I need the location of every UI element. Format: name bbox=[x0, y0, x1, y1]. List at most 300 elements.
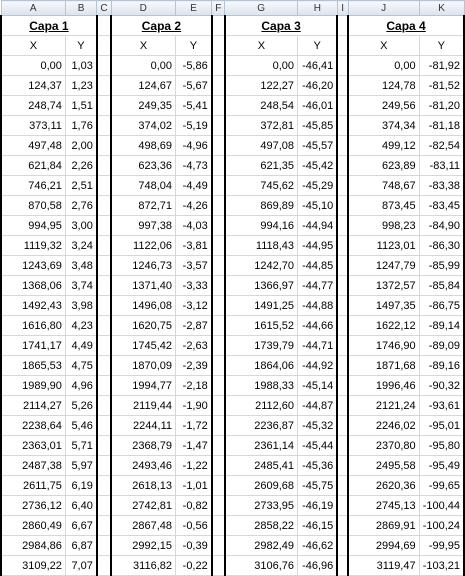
y-value-cell[interactable]: 5,97 bbox=[65, 456, 96, 476]
y-value-cell[interactable]: -0,22 bbox=[176, 556, 212, 576]
separator-cell[interactable] bbox=[97, 456, 111, 476]
x-value-cell[interactable]: 1989,90 bbox=[1, 376, 65, 396]
y-value-cell[interactable]: 5,46 bbox=[65, 416, 96, 436]
x-value-cell[interactable]: 3109,22 bbox=[1, 556, 65, 576]
x-header-cell[interactable]: X bbox=[225, 36, 298, 56]
y-value-cell[interactable]: -4,73 bbox=[176, 156, 212, 176]
separator-cell[interactable] bbox=[212, 256, 225, 276]
y-value-cell[interactable]: 3,00 bbox=[65, 216, 96, 236]
y-value-cell[interactable]: -3,12 bbox=[176, 296, 212, 316]
x-header-cell[interactable]: X bbox=[1, 36, 65, 56]
separator-cell[interactable] bbox=[97, 196, 111, 216]
x-value-cell[interactable]: 1368,06 bbox=[1, 276, 65, 296]
x-value-cell[interactable]: 1739,79 bbox=[225, 336, 298, 356]
x-header-cell[interactable]: X bbox=[111, 36, 175, 56]
column-header-9[interactable]: I bbox=[337, 1, 348, 16]
x-value-cell[interactable]: 745,62 bbox=[225, 176, 298, 196]
x-value-cell[interactable]: 249,56 bbox=[348, 96, 419, 116]
x-value-cell[interactable]: 1616,80 bbox=[1, 316, 65, 336]
x-value-cell[interactable]: 870,58 bbox=[1, 196, 65, 216]
separator-cell[interactable] bbox=[97, 116, 111, 136]
y-value-cell[interactable]: -45,10 bbox=[298, 196, 338, 216]
column-header-4[interactable]: D bbox=[111, 1, 175, 16]
separator-cell[interactable] bbox=[337, 536, 348, 556]
y-value-cell[interactable]: -44,95 bbox=[298, 236, 338, 256]
y-value-cell[interactable]: -83,45 bbox=[419, 196, 464, 216]
x-value-cell[interactable]: 373,11 bbox=[1, 116, 65, 136]
y-value-cell[interactable]: -85,84 bbox=[419, 276, 464, 296]
separator-cell[interactable] bbox=[212, 336, 225, 356]
separator-cell[interactable] bbox=[212, 76, 225, 96]
column-header-6[interactable]: F bbox=[212, 1, 225, 16]
separator-cell[interactable] bbox=[337, 556, 348, 576]
y-value-cell[interactable]: -81,18 bbox=[419, 116, 464, 136]
x-value-cell[interactable]: 1622,12 bbox=[348, 316, 419, 336]
x-value-cell[interactable]: 2733,95 bbox=[225, 496, 298, 516]
x-value-cell[interactable]: 2736,12 bbox=[1, 496, 65, 516]
x-value-cell[interactable]: 2984,86 bbox=[1, 536, 65, 556]
separator-cell[interactable] bbox=[337, 436, 348, 456]
y-value-cell[interactable]: -89,09 bbox=[419, 336, 464, 356]
y-header-cell[interactable]: Y bbox=[65, 36, 96, 56]
y-value-cell[interactable]: -85,99 bbox=[419, 256, 464, 276]
x-value-cell[interactable]: 2112,60 bbox=[225, 396, 298, 416]
x-value-cell[interactable]: 2609,68 bbox=[225, 476, 298, 496]
x-value-cell[interactable]: 122,27 bbox=[225, 76, 298, 96]
x-value-cell[interactable]: 2368,79 bbox=[111, 436, 175, 456]
y-value-cell[interactable]: -45,14 bbox=[298, 376, 338, 396]
y-value-cell[interactable]: -1,22 bbox=[176, 456, 212, 476]
x-value-cell[interactable]: 124,37 bbox=[1, 76, 65, 96]
x-value-cell[interactable]: 2618,13 bbox=[111, 476, 175, 496]
y-value-cell[interactable]: -45,57 bbox=[298, 136, 338, 156]
y-value-cell[interactable]: -81,92 bbox=[419, 56, 464, 76]
y-value-cell[interactable]: -83,38 bbox=[419, 176, 464, 196]
y-value-cell[interactable]: -45,44 bbox=[298, 436, 338, 456]
y-value-cell[interactable]: -86,30 bbox=[419, 236, 464, 256]
column-header-10[interactable]: J bbox=[348, 1, 419, 16]
x-value-cell[interactable]: 2119,44 bbox=[111, 396, 175, 416]
separator-cell[interactable] bbox=[337, 476, 348, 496]
column-header-1[interactable]: A bbox=[1, 1, 65, 16]
y-value-cell[interactable]: -95,80 bbox=[419, 436, 464, 456]
separator-cell[interactable] bbox=[337, 516, 348, 536]
y-value-cell[interactable]: -3,33 bbox=[176, 276, 212, 296]
y-value-cell[interactable]: -86,75 bbox=[419, 296, 464, 316]
separator-cell[interactable] bbox=[212, 476, 225, 496]
separator-cell[interactable] bbox=[212, 136, 225, 156]
x-value-cell[interactable]: 1746,90 bbox=[348, 336, 419, 356]
x-value-cell[interactable]: 1371,40 bbox=[111, 276, 175, 296]
x-value-cell[interactable]: 2994,69 bbox=[348, 536, 419, 556]
separator-cell[interactable] bbox=[97, 76, 111, 96]
separator-cell[interactable] bbox=[337, 56, 348, 76]
x-value-cell[interactable]: 2361,14 bbox=[225, 436, 298, 456]
x-value-cell[interactable]: 248,54 bbox=[225, 96, 298, 116]
x-value-cell[interactable]: 1243,69 bbox=[1, 256, 65, 276]
x-value-cell[interactable]: 1994,77 bbox=[111, 376, 175, 396]
x-value-cell[interactable]: 1871,68 bbox=[348, 356, 419, 376]
x-value-cell[interactable]: 1366,97 bbox=[225, 276, 298, 296]
separator-cell[interactable] bbox=[97, 536, 111, 556]
separator-cell[interactable] bbox=[337, 376, 348, 396]
separator-cell[interactable] bbox=[97, 236, 111, 256]
x-value-cell[interactable]: 2742,81 bbox=[111, 496, 175, 516]
separator-cell[interactable] bbox=[97, 56, 111, 76]
separator-cell[interactable] bbox=[212, 276, 225, 296]
separator-cell[interactable] bbox=[212, 396, 225, 416]
separator-cell[interactable] bbox=[212, 316, 225, 336]
y-value-cell[interactable]: -3,81 bbox=[176, 236, 212, 256]
y-value-cell[interactable]: -95,01 bbox=[419, 416, 464, 436]
separator-cell[interactable] bbox=[212, 536, 225, 556]
y-value-cell[interactable]: 6,87 bbox=[65, 536, 96, 556]
y-value-cell[interactable]: -4,03 bbox=[176, 216, 212, 236]
x-value-cell[interactable]: 2860,49 bbox=[1, 516, 65, 536]
x-value-cell[interactable]: 623,89 bbox=[348, 156, 419, 176]
y-value-cell[interactable]: -2,63 bbox=[176, 336, 212, 356]
y-value-cell[interactable]: -46,20 bbox=[298, 76, 338, 96]
x-value-cell[interactable]: 498,69 bbox=[111, 136, 175, 156]
y-value-cell[interactable]: -90,32 bbox=[419, 376, 464, 396]
y-value-cell[interactable]: 3,24 bbox=[65, 236, 96, 256]
y-header-cell[interactable]: Y bbox=[419, 36, 464, 56]
y-value-cell[interactable]: -99,65 bbox=[419, 476, 464, 496]
y-value-cell[interactable]: -44,71 bbox=[298, 336, 338, 356]
separator-cell[interactable] bbox=[337, 256, 348, 276]
y-value-cell[interactable]: -84,90 bbox=[419, 216, 464, 236]
y-header-cell[interactable]: Y bbox=[298, 36, 338, 56]
y-value-cell[interactable]: -0,39 bbox=[176, 536, 212, 556]
separator-cell[interactable] bbox=[337, 216, 348, 236]
separator-cell[interactable] bbox=[97, 316, 111, 336]
y-value-cell[interactable]: -46,15 bbox=[298, 516, 338, 536]
x-value-cell[interactable]: 2858,22 bbox=[225, 516, 298, 536]
x-value-cell[interactable]: 1119,32 bbox=[1, 236, 65, 256]
y-value-cell[interactable]: 2,26 bbox=[65, 156, 96, 176]
y-value-cell[interactable]: -44,77 bbox=[298, 276, 338, 296]
x-value-cell[interactable]: 1988,33 bbox=[225, 376, 298, 396]
y-value-cell[interactable]: 2,51 bbox=[65, 176, 96, 196]
x-value-cell[interactable]: 873,45 bbox=[348, 196, 419, 216]
x-value-cell[interactable]: 2620,36 bbox=[348, 476, 419, 496]
separator-cell[interactable] bbox=[97, 96, 111, 116]
x-value-cell[interactable]: 994,95 bbox=[1, 216, 65, 236]
x-value-cell[interactable]: 497,08 bbox=[225, 136, 298, 156]
separator-cell[interactable] bbox=[97, 16, 111, 36]
x-value-cell[interactable]: 0,00 bbox=[225, 56, 298, 76]
y-value-cell[interactable]: -45,32 bbox=[298, 416, 338, 436]
capa-title[interactable]: Capa 2 bbox=[111, 16, 212, 36]
separator-cell[interactable] bbox=[97, 356, 111, 376]
y-value-cell[interactable]: -2,39 bbox=[176, 356, 212, 376]
separator-cell[interactable] bbox=[212, 196, 225, 216]
y-value-cell[interactable]: -100,44 bbox=[419, 496, 464, 516]
x-value-cell[interactable]: 124,78 bbox=[348, 76, 419, 96]
x-value-cell[interactable]: 1745,42 bbox=[111, 336, 175, 356]
separator-cell[interactable] bbox=[212, 36, 225, 56]
y-value-cell[interactable]: 6,19 bbox=[65, 476, 96, 496]
separator-cell[interactable] bbox=[337, 16, 348, 36]
separator-cell[interactable] bbox=[212, 516, 225, 536]
separator-cell[interactable] bbox=[212, 96, 225, 116]
separator-cell[interactable] bbox=[337, 196, 348, 216]
separator-cell[interactable] bbox=[97, 376, 111, 396]
y-value-cell[interactable]: -45,85 bbox=[298, 116, 338, 136]
column-header-8[interactable]: H bbox=[298, 1, 338, 16]
y-value-cell[interactable]: -1,72 bbox=[176, 416, 212, 436]
y-value-cell[interactable]: -45,42 bbox=[298, 156, 338, 176]
y-value-cell[interactable]: -44,92 bbox=[298, 356, 338, 376]
x-value-cell[interactable]: 3106,76 bbox=[225, 556, 298, 576]
y-value-cell[interactable]: -46,96 bbox=[298, 556, 338, 576]
x-value-cell[interactable]: 2992,15 bbox=[111, 536, 175, 556]
x-value-cell[interactable]: 1492,43 bbox=[1, 296, 65, 316]
x-value-cell[interactable]: 748,04 bbox=[111, 176, 175, 196]
x-value-cell[interactable]: 2246,02 bbox=[348, 416, 419, 436]
separator-cell[interactable] bbox=[97, 396, 111, 416]
y-value-cell[interactable]: 4,75 bbox=[65, 356, 96, 376]
separator-cell[interactable] bbox=[337, 496, 348, 516]
y-value-cell[interactable]: 5,26 bbox=[65, 396, 96, 416]
x-value-cell[interactable]: 124,67 bbox=[111, 76, 175, 96]
separator-cell[interactable] bbox=[212, 216, 225, 236]
y-value-cell[interactable]: -0,82 bbox=[176, 496, 212, 516]
y-value-cell[interactable]: -46,19 bbox=[298, 496, 338, 516]
y-value-cell[interactable]: -95,49 bbox=[419, 456, 464, 476]
y-value-cell[interactable]: -45,29 bbox=[298, 176, 338, 196]
capa-title[interactable]: Capa 1 bbox=[1, 16, 97, 36]
separator-cell[interactable] bbox=[212, 156, 225, 176]
x-value-cell[interactable]: 374,34 bbox=[348, 116, 419, 136]
x-value-cell[interactable]: 249,35 bbox=[111, 96, 175, 116]
x-value-cell[interactable]: 2745,13 bbox=[348, 496, 419, 516]
y-value-cell[interactable]: -44,87 bbox=[298, 396, 338, 416]
column-header-7[interactable]: G bbox=[225, 1, 298, 16]
separator-cell[interactable] bbox=[97, 36, 111, 56]
x-value-cell[interactable]: 2114,27 bbox=[1, 396, 65, 416]
x-value-cell[interactable]: 0,00 bbox=[111, 56, 175, 76]
y-value-cell[interactable]: -89,14 bbox=[419, 316, 464, 336]
x-value-cell[interactable]: 0,00 bbox=[348, 56, 419, 76]
separator-cell[interactable] bbox=[337, 136, 348, 156]
x-value-cell[interactable]: 497,48 bbox=[1, 136, 65, 156]
y-value-cell[interactable]: -2,18 bbox=[176, 376, 212, 396]
y-value-cell[interactable]: -46,41 bbox=[298, 56, 338, 76]
y-value-cell[interactable]: -4,49 bbox=[176, 176, 212, 196]
y-value-cell[interactable]: -44,88 bbox=[298, 296, 338, 316]
x-value-cell[interactable]: 998,23 bbox=[348, 216, 419, 236]
y-value-cell[interactable]: -89,16 bbox=[419, 356, 464, 376]
y-value-cell[interactable]: -4,26 bbox=[176, 196, 212, 216]
separator-cell[interactable] bbox=[97, 216, 111, 236]
x-value-cell[interactable]: 372,81 bbox=[225, 116, 298, 136]
x-value-cell[interactable]: 1741,17 bbox=[1, 336, 65, 356]
separator-cell[interactable] bbox=[97, 156, 111, 176]
y-value-cell[interactable]: -103,21 bbox=[419, 556, 464, 576]
y-value-cell[interactable]: -5,41 bbox=[176, 96, 212, 116]
column-header-2[interactable]: B bbox=[65, 1, 96, 16]
y-value-cell[interactable]: -81,20 bbox=[419, 96, 464, 116]
column-header-3[interactable]: C bbox=[97, 1, 111, 16]
y-value-cell[interactable]: -83,11 bbox=[419, 156, 464, 176]
separator-cell[interactable] bbox=[337, 96, 348, 116]
y-value-cell[interactable]: -44,94 bbox=[298, 216, 338, 236]
y-value-cell[interactable]: -4,96 bbox=[176, 136, 212, 156]
x-value-cell[interactable]: 1122,06 bbox=[111, 236, 175, 256]
y-value-cell[interactable]: -1,47 bbox=[176, 436, 212, 456]
separator-cell[interactable] bbox=[337, 356, 348, 376]
x-value-cell[interactable]: 2121,24 bbox=[348, 396, 419, 416]
x-value-cell[interactable]: 1496,08 bbox=[111, 296, 175, 316]
x-value-cell[interactable]: 621,84 bbox=[1, 156, 65, 176]
y-value-cell[interactable]: 6,67 bbox=[65, 516, 96, 536]
separator-cell[interactable] bbox=[97, 516, 111, 536]
x-value-cell[interactable]: 2493,46 bbox=[111, 456, 175, 476]
separator-cell[interactable] bbox=[212, 456, 225, 476]
y-value-cell[interactable]: -81,52 bbox=[419, 76, 464, 96]
x-value-cell[interactable]: 374,02 bbox=[111, 116, 175, 136]
x-value-cell[interactable]: 623,36 bbox=[111, 156, 175, 176]
x-value-cell[interactable]: 248,74 bbox=[1, 96, 65, 116]
x-value-cell[interactable]: 2485,41 bbox=[225, 456, 298, 476]
x-header-cell[interactable]: X bbox=[348, 36, 419, 56]
separator-cell[interactable] bbox=[212, 436, 225, 456]
y-value-cell[interactable]: -93,61 bbox=[419, 396, 464, 416]
x-value-cell[interactable]: 1865,53 bbox=[1, 356, 65, 376]
y-value-cell[interactable]: 7,07 bbox=[65, 556, 96, 576]
separator-cell[interactable] bbox=[97, 436, 111, 456]
y-value-cell[interactable]: 4,23 bbox=[65, 316, 96, 336]
x-value-cell[interactable]: 1246,73 bbox=[111, 256, 175, 276]
y-value-cell[interactable]: -44,85 bbox=[298, 256, 338, 276]
x-value-cell[interactable]: 621,35 bbox=[225, 156, 298, 176]
x-value-cell[interactable]: 2370,80 bbox=[348, 436, 419, 456]
capa-title[interactable]: Capa 4 bbox=[348, 16, 464, 36]
y-value-cell[interactable]: -5,19 bbox=[176, 116, 212, 136]
separator-cell[interactable] bbox=[212, 56, 225, 76]
y-value-cell[interactable]: -3,57 bbox=[176, 256, 212, 276]
x-value-cell[interactable]: 3116,82 bbox=[111, 556, 175, 576]
y-value-cell[interactable]: -100,24 bbox=[419, 516, 464, 536]
y-value-cell[interactable]: -82,54 bbox=[419, 136, 464, 156]
y-value-cell[interactable]: -46,62 bbox=[298, 536, 338, 556]
separator-cell[interactable] bbox=[212, 496, 225, 516]
x-value-cell[interactable]: 1372,57 bbox=[348, 276, 419, 296]
separator-cell[interactable] bbox=[337, 336, 348, 356]
x-value-cell[interactable]: 2487,38 bbox=[1, 456, 65, 476]
y-value-cell[interactable]: -5,67 bbox=[176, 76, 212, 96]
x-value-cell[interactable]: 2244,11 bbox=[111, 416, 175, 436]
x-value-cell[interactable]: 2238,64 bbox=[1, 416, 65, 436]
x-value-cell[interactable]: 3119,47 bbox=[348, 556, 419, 576]
y-value-cell[interactable]: 1,23 bbox=[65, 76, 96, 96]
x-value-cell[interactable]: 1996,46 bbox=[348, 376, 419, 396]
x-value-cell[interactable]: 994,16 bbox=[225, 216, 298, 236]
separator-cell[interactable] bbox=[337, 296, 348, 316]
y-value-cell[interactable]: -45,36 bbox=[298, 456, 338, 476]
y-value-cell[interactable]: -1,01 bbox=[176, 476, 212, 496]
y-value-cell[interactable]: 4,96 bbox=[65, 376, 96, 396]
separator-cell[interactable] bbox=[97, 136, 111, 156]
y-value-cell[interactable]: 5,71 bbox=[65, 436, 96, 456]
separator-cell[interactable] bbox=[337, 396, 348, 416]
y-value-cell[interactable]: 2,00 bbox=[65, 136, 96, 156]
x-value-cell[interactable]: 869,89 bbox=[225, 196, 298, 216]
separator-cell[interactable] bbox=[337, 76, 348, 96]
x-value-cell[interactable]: 1118,43 bbox=[225, 236, 298, 256]
x-value-cell[interactable]: 2611,75 bbox=[1, 476, 65, 496]
x-value-cell[interactable]: 1491,25 bbox=[225, 296, 298, 316]
x-value-cell[interactable]: 499,12 bbox=[348, 136, 419, 156]
separator-cell[interactable] bbox=[212, 16, 225, 36]
y-value-cell[interactable]: -99,95 bbox=[419, 536, 464, 556]
separator-cell[interactable] bbox=[337, 116, 348, 136]
x-value-cell[interactable]: 997,38 bbox=[111, 216, 175, 236]
separator-cell[interactable] bbox=[212, 176, 225, 196]
x-value-cell[interactable]: 2236,87 bbox=[225, 416, 298, 436]
separator-cell[interactable] bbox=[212, 296, 225, 316]
x-value-cell[interactable]: 2495,58 bbox=[348, 456, 419, 476]
x-value-cell[interactable]: 2363,01 bbox=[1, 436, 65, 456]
separator-cell[interactable] bbox=[337, 156, 348, 176]
y-value-cell[interactable]: 2,76 bbox=[65, 196, 96, 216]
y-value-cell[interactable]: -0,56 bbox=[176, 516, 212, 536]
separator-cell[interactable] bbox=[97, 476, 111, 496]
separator-cell[interactable] bbox=[337, 416, 348, 436]
x-value-cell[interactable]: 1242,70 bbox=[225, 256, 298, 276]
separator-cell[interactable] bbox=[97, 416, 111, 436]
column-header-5[interactable]: E bbox=[176, 1, 212, 16]
y-value-cell[interactable]: 3,48 bbox=[65, 256, 96, 276]
y-value-cell[interactable]: -1,90 bbox=[176, 396, 212, 416]
x-value-cell[interactable]: 1620,75 bbox=[111, 316, 175, 336]
y-value-cell[interactable]: -5,86 bbox=[176, 56, 212, 76]
x-value-cell[interactable]: 1870,09 bbox=[111, 356, 175, 376]
separator-cell[interactable] bbox=[337, 36, 348, 56]
x-value-cell[interactable]: 2982,49 bbox=[225, 536, 298, 556]
separator-cell[interactable] bbox=[337, 456, 348, 476]
separator-cell[interactable] bbox=[337, 236, 348, 256]
y-value-cell[interactable]: 6,40 bbox=[65, 496, 96, 516]
separator-cell[interactable] bbox=[337, 176, 348, 196]
x-value-cell[interactable]: 0,00 bbox=[1, 56, 65, 76]
separator-cell[interactable] bbox=[97, 336, 111, 356]
separator-cell[interactable] bbox=[97, 256, 111, 276]
y-value-cell[interactable]: 1,03 bbox=[65, 56, 96, 76]
y-value-cell[interactable]: -46,01 bbox=[298, 96, 338, 116]
y-header-cell[interactable]: Y bbox=[176, 36, 212, 56]
separator-cell[interactable] bbox=[97, 296, 111, 316]
x-value-cell[interactable]: 1123,01 bbox=[348, 236, 419, 256]
x-value-cell[interactable]: 1247,79 bbox=[348, 256, 419, 276]
x-value-cell[interactable]: 1497,35 bbox=[348, 296, 419, 316]
y-value-cell[interactable]: 3,98 bbox=[65, 296, 96, 316]
x-value-cell[interactable]: 2869,91 bbox=[348, 516, 419, 536]
separator-cell[interactable] bbox=[212, 356, 225, 376]
y-value-cell[interactable]: -45,75 bbox=[298, 476, 338, 496]
y-value-cell[interactable]: -2,87 bbox=[176, 316, 212, 336]
separator-cell[interactable] bbox=[212, 116, 225, 136]
x-value-cell[interactable]: 872,71 bbox=[111, 196, 175, 216]
separator-cell[interactable] bbox=[337, 316, 348, 336]
y-value-cell[interactable]: 3,74 bbox=[65, 276, 96, 296]
x-value-cell[interactable]: 748,67 bbox=[348, 176, 419, 196]
separator-cell[interactable] bbox=[97, 496, 111, 516]
separator-cell[interactable] bbox=[212, 416, 225, 436]
column-header-11[interactable]: K bbox=[419, 1, 464, 16]
separator-cell[interactable] bbox=[97, 556, 111, 576]
